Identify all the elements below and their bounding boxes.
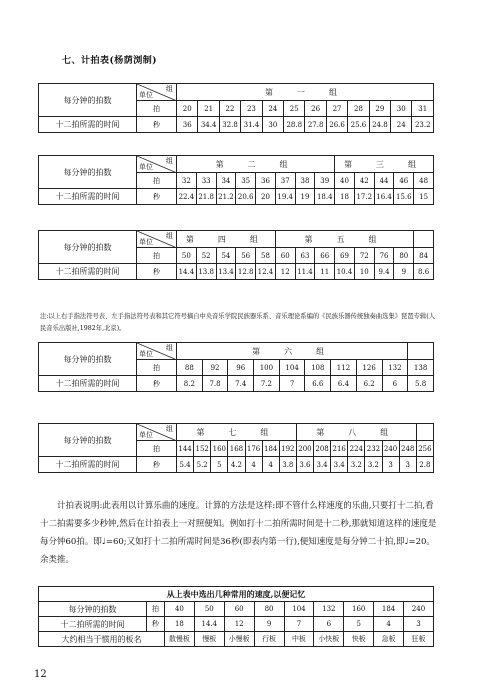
seconds-cell: 16.4 (374, 189, 394, 205)
beat-cell: 66 (315, 248, 335, 264)
unit-beat: 拍 (137, 360, 177, 376)
beat-cell: 104 (279, 360, 305, 376)
beat-cell: 208 (314, 441, 331, 457)
common-seconds-cell: 3 (404, 617, 434, 632)
beat-cell: 176 (245, 441, 262, 457)
unit-beat: 拍 (147, 602, 165, 617)
common-seconds-cell: 4 (374, 617, 404, 632)
seconds-cell: 20.6 (236, 189, 256, 205)
unit-second: 秒 (137, 117, 177, 133)
beat-cell: 22 (219, 101, 240, 117)
unit-label: 单位 (139, 91, 153, 99)
seconds-cell: 12.4 (256, 264, 276, 280)
beat-cell: 42 (354, 173, 374, 189)
seconds-cell: 5.4 (177, 457, 194, 473)
seconds-cell: 3 (382, 457, 399, 473)
beat-cell: 92 (202, 360, 228, 376)
time-row-label: 十二拍所需的时间 (39, 376, 137, 392)
seconds-cell: 12.8 (236, 264, 256, 280)
tempo-name-cell: 中板 (284, 632, 314, 647)
unit-header-cell (137, 231, 177, 248)
tempo-table (38, 230, 434, 280)
group-header: 第 六 组 (177, 343, 408, 360)
common-bpm-cell: 240 (404, 602, 434, 617)
beat-cell: 96 (228, 360, 254, 376)
seconds-cell: 5 (211, 457, 228, 473)
seconds-cell: 7.8 (202, 376, 228, 392)
seconds-cell: 15.6 (394, 189, 414, 205)
seconds-cell: 7.2 (254, 376, 280, 392)
tempo-table (38, 83, 434, 133)
beat-cell: 248 (399, 441, 416, 457)
seconds-cell: 14.4 (177, 264, 197, 280)
unit-label: 单位 (139, 350, 153, 358)
unit-header-cell (137, 84, 177, 101)
seconds-cell: 18.4 (315, 189, 335, 205)
beat-cell: 108 (305, 360, 331, 376)
group-label: 组 (166, 232, 173, 240)
group-header: 第 八 组 (296, 424, 416, 441)
seconds-cell: 19 (295, 189, 315, 205)
beat-cell: 44 (374, 173, 394, 189)
beat-cell: 216 (331, 441, 348, 457)
beat-cell: 28 (348, 101, 369, 117)
explanation-paragraph: 计拍表说明:此表用以计算乐曲的速度。计算的方法是这样:即不管什么样速度的乐曲,只要打十二拍,看十二拍需要多少秒钟,然后在计拍表上一对照便知。例如打十二拍所需时间是十二秒,那就知道这样的速度是每分钟60拍。即♩=60;又如打十二拍所需时间是36秒(即表内第一行),便知速度是每分钟二十拍,即♩=20。余类推。 (40, 501, 437, 565)
beat-cell: 80 (394, 248, 414, 264)
common-bpm-cell: 60 (224, 602, 254, 617)
seconds-cell: 27.8 (305, 117, 326, 133)
page-title: 七、计拍表(杨荫浏制) (62, 56, 158, 66)
seconds-cell: 4 (262, 457, 279, 473)
group-header: 第 五 组 (275, 231, 413, 248)
page-number: 12 (34, 669, 47, 680)
beat-cell: 69 (335, 248, 355, 264)
seconds-cell: 8.2 (177, 376, 203, 392)
time-row-label: 十二拍所需的时间 (39, 264, 137, 280)
group-header-empty (416, 424, 433, 441)
common-bpm-cell: 184 (374, 602, 404, 617)
unit-beat: 拍 (137, 101, 177, 117)
seconds-cell: 6.2 (356, 376, 382, 392)
beat-cell: 138 (408, 360, 434, 376)
group-label: 组 (166, 425, 173, 433)
seconds-cell: 19.4 (275, 189, 295, 205)
tempo-name-row-label: 大约相当于惯用的板名 (39, 632, 165, 647)
beat-cell: 60 (275, 248, 295, 264)
common-seconds-cell: 9 (254, 617, 284, 632)
common-bpm-cell: 160 (344, 602, 374, 617)
unit-header-cell (137, 156, 177, 173)
seconds-cell: 2.8 (416, 457, 433, 473)
explanation-text (40, 497, 440, 569)
beat-cell: 24 (262, 101, 283, 117)
common-bpm-cell: 50 (194, 602, 224, 617)
group-header: 第 三 组 (335, 156, 434, 173)
unit-label: 单位 (139, 238, 153, 246)
seconds-cell: 32.8 (219, 117, 240, 133)
beat-cell: 132 (382, 360, 408, 376)
beat-cell: 31 (412, 101, 434, 117)
beat-cell: 39 (315, 173, 335, 189)
tempo-table (38, 423, 434, 473)
group-header: 第 一 组 (177, 84, 434, 101)
seconds-cell: 3.2 (348, 457, 365, 473)
time-row-label: 十二拍所需的时间 (39, 117, 137, 133)
seconds-cell: 21.2 (216, 189, 236, 205)
seconds-cell: 5.2 (194, 457, 211, 473)
seconds-cell: 4 (245, 457, 262, 473)
seconds-cell: 21.8 (196, 189, 216, 205)
common-seconds-cell: 7 (284, 617, 314, 632)
common-tempo-table (38, 586, 434, 647)
beat-cell: 63 (295, 248, 315, 264)
seconds-cell: 12 (275, 264, 295, 280)
seconds-cell: 30 (262, 117, 283, 133)
group-label: 组 (166, 344, 173, 352)
beat-cell: 160 (211, 441, 228, 457)
group-label: 组 (166, 85, 173, 93)
seconds-cell: 13.4 (216, 264, 236, 280)
seconds-cell: 34.4 (198, 117, 219, 133)
unit-second: 秒 (137, 189, 177, 205)
tempo-name-cell: 狂板 (404, 632, 434, 647)
beat-cell: 58 (256, 248, 276, 264)
unit-beat: 拍 (137, 441, 177, 457)
unit-second: 秒 (137, 376, 177, 392)
common-seconds-cell: 5 (344, 617, 374, 632)
seconds-cell: 6 (382, 376, 408, 392)
seconds-cell: 25.6 (348, 117, 369, 133)
tempo-name-cell: 急板 (374, 632, 404, 647)
beat-cell: 152 (194, 441, 211, 457)
beat-cell: 100 (254, 360, 280, 376)
beat-cell: 34 (216, 173, 236, 189)
seconds-cell: 9.4 (374, 264, 394, 280)
seconds-cell: 10.4 (335, 264, 355, 280)
beat-cell: 112 (331, 360, 357, 376)
unit-second: 秒 (137, 264, 177, 280)
common-seconds-cell: 18 (165, 617, 195, 632)
beat-cell: 21 (198, 101, 219, 117)
beat-cell: 52 (196, 248, 216, 264)
common-bpm-cell: 40 (165, 602, 195, 617)
seconds-cell: 24.8 (369, 117, 390, 133)
beat-cell: 192 (279, 441, 296, 457)
seconds-cell: 17.2 (354, 189, 374, 205)
seconds-cell: 8.6 (414, 264, 434, 280)
seconds-cell: 24 (391, 117, 412, 133)
beat-cell: 20 (177, 101, 198, 117)
seconds-cell: 3 (399, 457, 416, 473)
tempo-table (38, 155, 434, 205)
unit-second: 秒 (137, 457, 177, 473)
seconds-cell: 28.8 (284, 117, 305, 133)
common-bpm-cell: 132 (314, 602, 344, 617)
beat-cell: 168 (228, 441, 245, 457)
tempo-name-cell: 小慢板 (224, 632, 254, 647)
unit-label: 单位 (139, 163, 153, 171)
unit-header-cell (137, 343, 177, 360)
common-seconds-cell: 6 (314, 617, 344, 632)
seconds-cell: 18 (335, 189, 355, 205)
unit-header-cell (137, 424, 177, 441)
seconds-cell: 6.6 (305, 376, 331, 392)
beat-cell: 36 (256, 173, 276, 189)
seconds-cell: 3.4 (314, 457, 331, 473)
beat-cell: 240 (382, 441, 399, 457)
seconds-cell: 4.2 (228, 457, 245, 473)
beat-cell: 40 (335, 173, 355, 189)
seconds-cell: 20 (256, 189, 276, 205)
unit-beat: 拍 (137, 173, 177, 189)
seconds-cell: 6.4 (331, 376, 357, 392)
group-label: 组 (166, 157, 173, 165)
group-header-empty (414, 231, 434, 248)
beat-cell: 144 (177, 441, 194, 457)
seconds-cell: 31.4 (241, 117, 262, 133)
time-row-label: 十二拍所需的时间 (39, 457, 137, 473)
common-bpm-cell: 80 (254, 602, 284, 617)
beat-cell: 30 (391, 101, 412, 117)
tempo-name-cell: 快板 (344, 632, 374, 647)
common-bpm-cell: 104 (284, 602, 314, 617)
bpm-row-label: 每分钟的拍数 (39, 231, 137, 264)
bpm-row-label: 每分钟的拍数 (39, 424, 137, 457)
unit-beat: 拍 (137, 248, 177, 264)
beat-cell: 27 (326, 101, 347, 117)
group-header: 第 七 组 (177, 424, 297, 441)
group-header-empty (408, 343, 434, 360)
beat-cell: 76 (374, 248, 394, 264)
seconds-cell: 11.4 (295, 264, 315, 280)
bpm-row-label: 每分钟的拍数 (39, 156, 137, 189)
bpm-row-label: 每分钟的拍数 (39, 343, 137, 376)
beat-cell: 33 (196, 173, 216, 189)
beat-cell: 25 (284, 101, 305, 117)
seconds-cell: 22.4 (177, 189, 197, 205)
group-header: 第 二 组 (177, 156, 335, 173)
seconds-cell: 11 (315, 264, 335, 280)
beat-cell: 48 (414, 173, 434, 189)
seconds-cell: 10 (354, 264, 374, 280)
unit-second: 秒 (147, 617, 165, 632)
tempo-name-cell: 小快板 (314, 632, 344, 647)
beat-cell: 38 (295, 173, 315, 189)
beat-cell: 232 (365, 441, 382, 457)
tempo-name-cell: 行板 (254, 632, 284, 647)
seconds-cell: 7 (279, 376, 305, 392)
seconds-cell: 13.8 (196, 264, 216, 280)
time-row-label: 十二拍所需的时间 (39, 189, 137, 205)
seconds-cell: 36 (177, 117, 198, 133)
seconds-cell: 26.6 (326, 117, 347, 133)
beat-cell: 50 (177, 248, 197, 264)
beat-cell: 35 (236, 173, 256, 189)
bpm-row-label: 每分钟的拍数 (39, 84, 137, 117)
group-header: 第 四 组 (177, 231, 276, 248)
seconds-cell: 3.6 (296, 457, 313, 473)
seconds-cell: 3.4 (331, 457, 348, 473)
seconds-cell: 9 (394, 264, 414, 280)
unit-label: 单位 (139, 431, 153, 439)
beat-cell: 32 (177, 173, 197, 189)
note-text: 注:以上右手指法符号表、左手指法符号表和其它符号摘自中央音乐学院民族器乐系、音乐理论系编的《民族乐器传统独奏曲选集》琵琶专辑(人民音乐出版社,1982年,北京)。 (40, 313, 435, 332)
tempo-name-cell: 慢板 (194, 632, 224, 647)
beat-cell: 72 (354, 248, 374, 264)
beat-cell: 200 (296, 441, 313, 457)
tempo-name-cell: 散慢板 (165, 632, 195, 647)
time-row-label: 十二拍所需的时间 (39, 617, 147, 632)
beat-cell: 29 (369, 101, 390, 117)
seconds-cell: 3.8 (279, 457, 296, 473)
tempo-table (38, 342, 434, 392)
seconds-cell: 7.4 (228, 376, 254, 392)
seconds-cell: 23.2 (412, 117, 434, 133)
beat-cell: 184 (262, 441, 279, 457)
beat-cell: 126 (356, 360, 382, 376)
beat-cell: 26 (305, 101, 326, 117)
beat-cell: 224 (348, 441, 365, 457)
beat-cell: 46 (394, 173, 414, 189)
common-tempo-title: 从上表中选出几种常用的速度,以便记忆 (39, 587, 434, 602)
beat-cell: 37 (275, 173, 295, 189)
beat-cell: 256 (416, 441, 433, 457)
beat-cell: 88 (177, 360, 203, 376)
seconds-cell: 15 (414, 189, 434, 205)
common-seconds-cell: 14.4 (194, 617, 224, 632)
bpm-row-label: 每分钟的拍数 (39, 602, 147, 617)
beat-cell: 56 (236, 248, 256, 264)
seconds-cell: 5.8 (408, 376, 434, 392)
beat-cell: 84 (414, 248, 434, 264)
seconds-cell: 3.2 (365, 457, 382, 473)
beat-cell: 54 (216, 248, 236, 264)
beat-cell: 23 (241, 101, 262, 117)
common-seconds-cell: 12 (224, 617, 254, 632)
